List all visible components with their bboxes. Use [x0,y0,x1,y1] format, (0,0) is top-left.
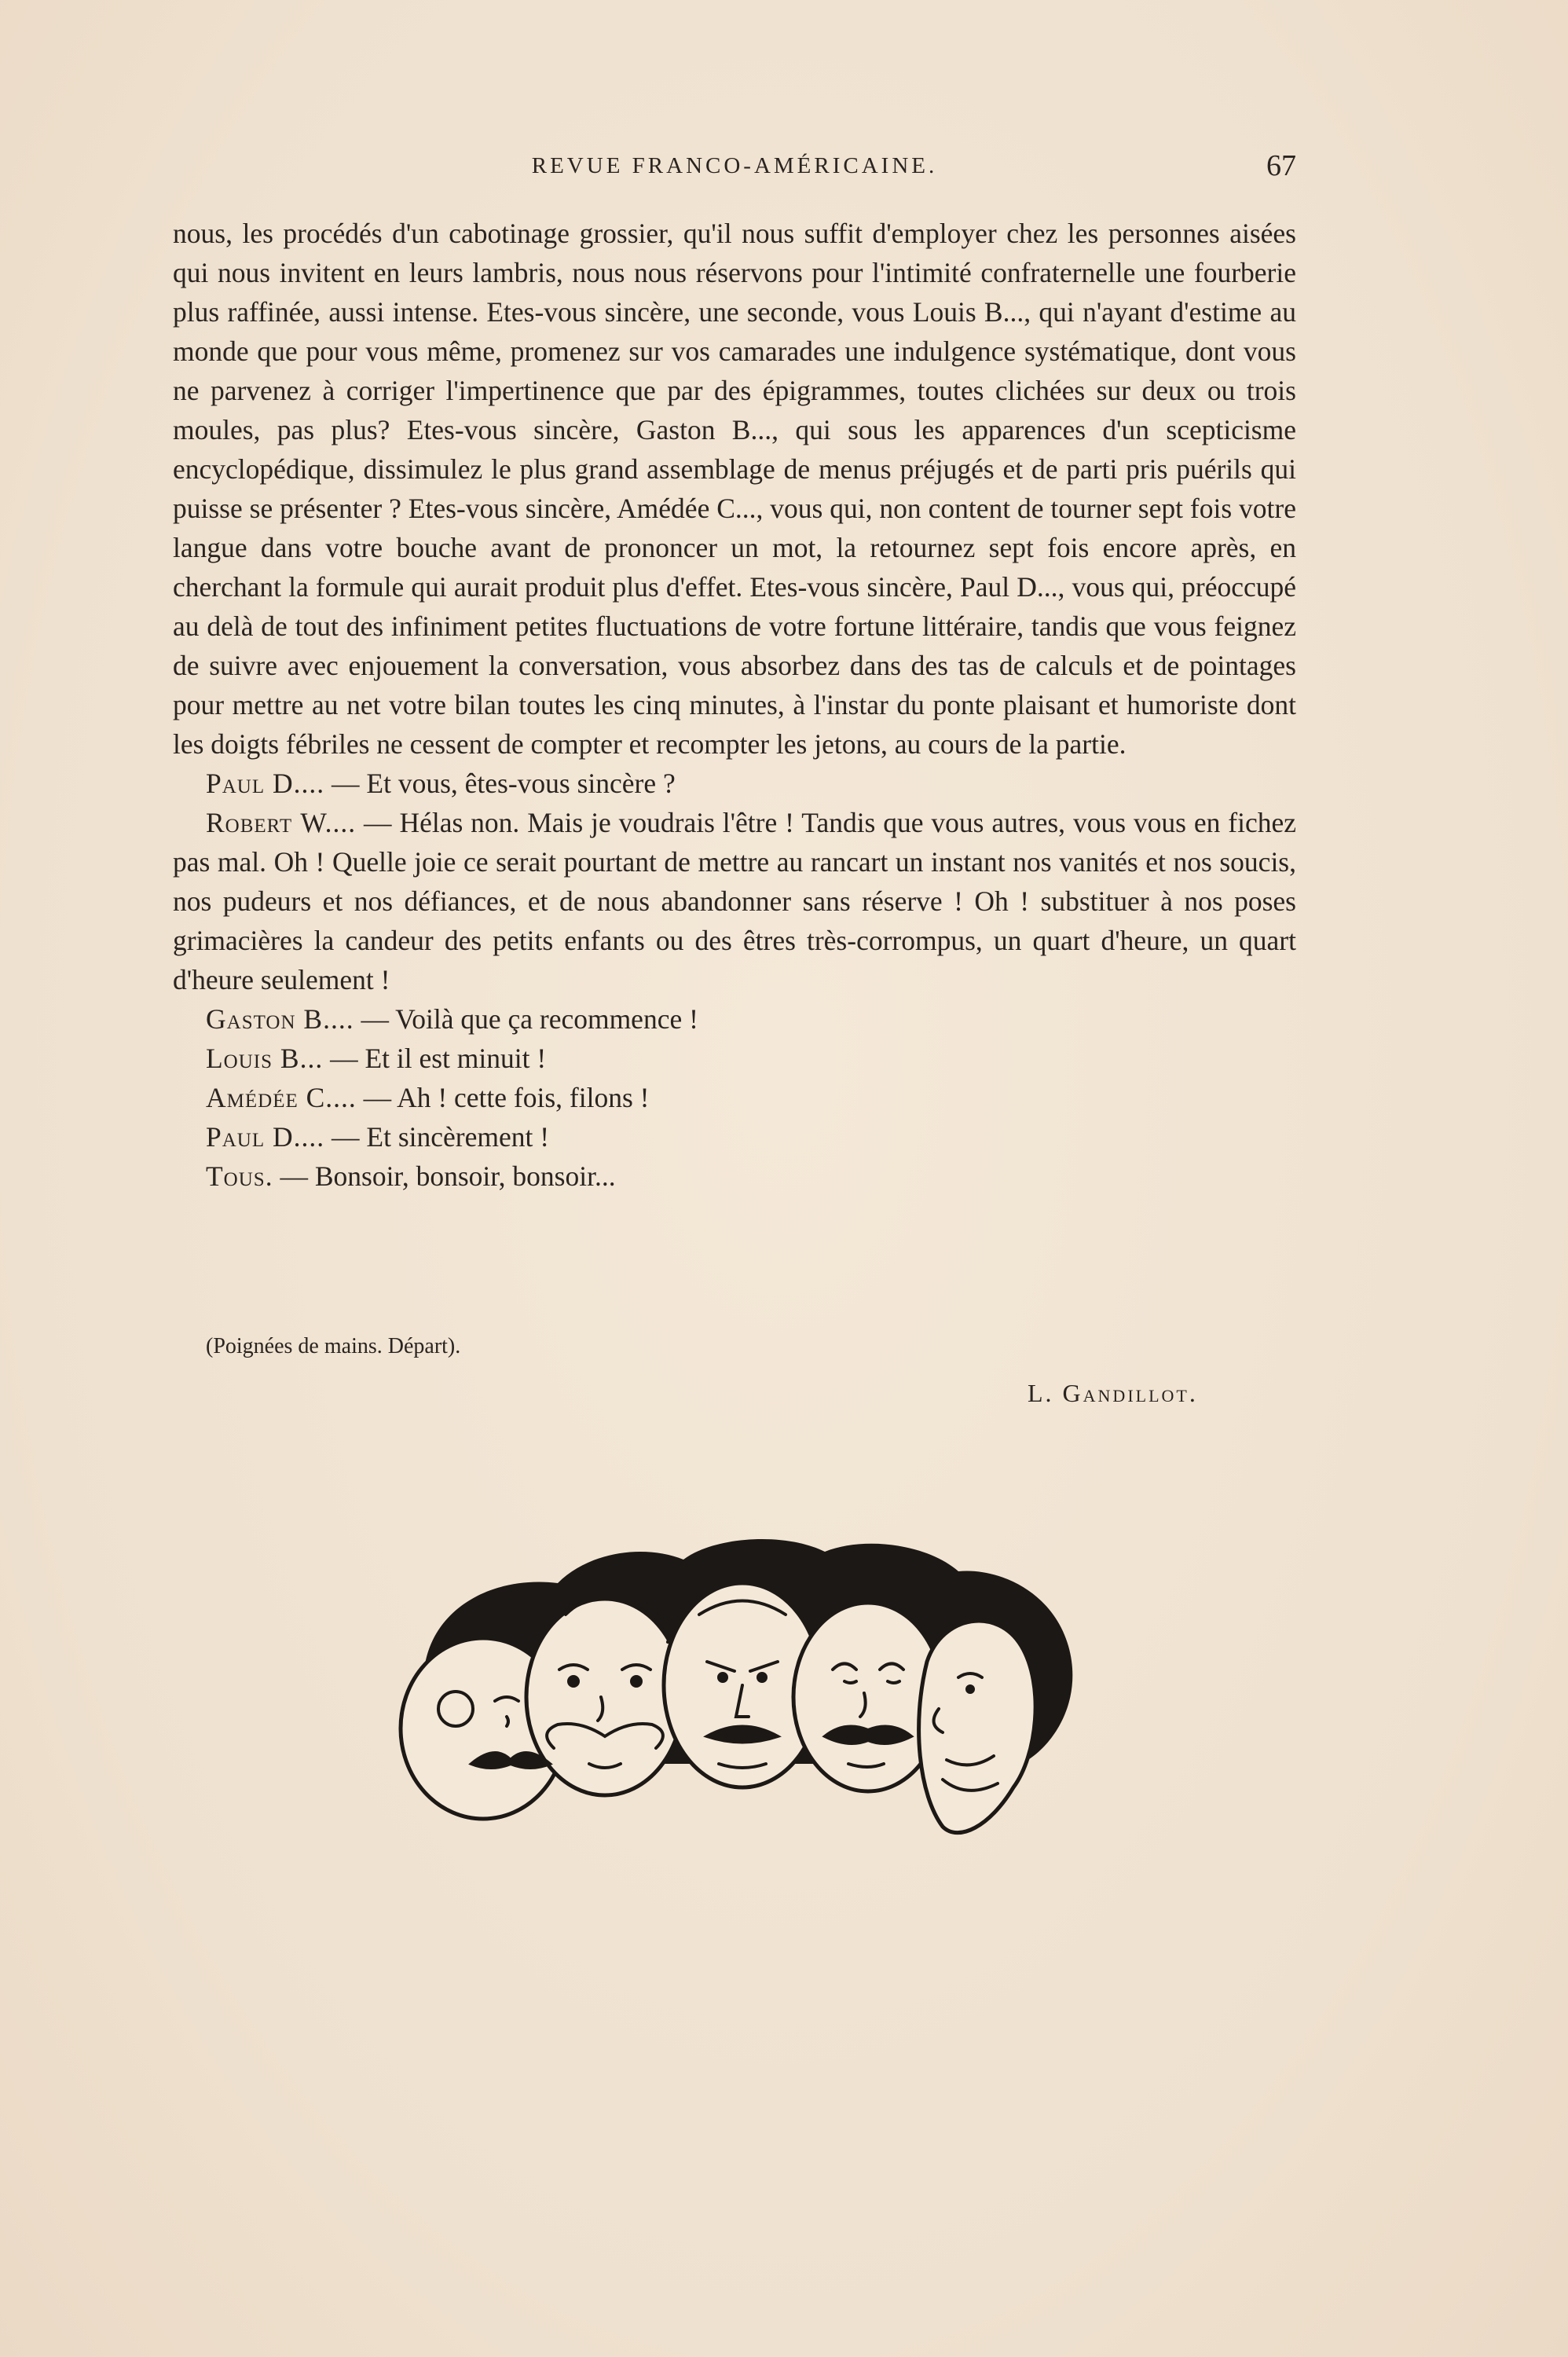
dialogue-text: — Et vous, êtes-vous sincère ? [332,768,676,799]
speaker-name: Robert W.... [206,807,357,838]
dialogue-text: — Et sincèrement ! [332,1121,550,1153]
dialogue-line [173,1157,1296,1196]
main-paragraph: nous, les procédés d'un cabotinage grossier, qu'il nous suffit d'employer chez les personnes aisées qui nous invitent en leurs lambris, nous nous réservons pour l'intimité confraternelle une fourberie plus raffinée, aussi intense. Etes-vous sincère, une seconde, vous Louis B..., qui n'ayant d'estime au monde que pour vous même, promenez sur vos camarades une indulgence systématique, dont vous ne parvenez à corriger l'impertinence que par des épigrammes, toutes clichées sur deux ou trois moules, pas plus? Etes-vous sincère, Gaston B..., qui sous les apparences d'un scepticisme encyclopédique, dissimulez le plus grand assemblage de menus préjugés et de parti pris puérils qui puisse se présenter ? Etes-vous sincère, Amédée C..., vous qui, non content de tourner sept fois votre langue dans votre bouche avant de prononcer un mot, la retournez sept fois encore après, en cherchant la formule qui aurait produit plus d'effet. Etes-vous sincère, Paul D..., vous qui, préoccupé au delà de tout des infiniment petites fluctuations de votre fortune littéraire, tandis que vous feignez de suivre avec enjouement la conversation, vous absorbez dans des tas de calculs et de pointages pour mettre au net votre bilan toutes les cinq minutes, à l'instar du ponte plaisant et humoriste dont les doigts fébriles ne cessent de compter et recompter les jetons, au cours de la partie. [173,218,1296,760]
dialogue-line [173,803,1296,999]
speaker-name: Gaston B.... [206,1003,354,1035]
page-number: 67 [1266,149,1296,182]
speaker-name: Louis B... [206,1043,324,1074]
running-title: REVUE FRANCO-AMÉRICAINE. [531,153,938,178]
dialogue-text: — Hélas non. Mais je voudrais l'être ! Tandis que vous autres, vous vous en fichez pas mal. Oh ! Quelle joie ce serait pourtant de mettre au rancart un instant nos vanités et nos soucis, nos pudeurs et nos défiances, et de nous abandonner sans réserve ! Oh ! substituer à nos poses grimacières la candeur des petits enfants ou des êtres très-corrompus, un quart d'heure, un quart d'heure seulement ! [173,807,1296,995]
dialogue-line [173,1078,1296,1117]
dialogue-text: — Voilà que ça recommence ! [361,1003,698,1035]
dialogue-text: — Et il est minuit ! [330,1043,547,1074]
speaker-name: Paul D.... [206,768,325,799]
caricature-faces-illustration [377,1528,1131,1850]
dialogue-line [173,1039,1296,1078]
dialogue-line [173,999,1296,1039]
speaker-name: Tous. [206,1160,273,1192]
running-header [173,149,1296,192]
dialogue-line [173,1117,1296,1157]
stage-direction: (Poignées de mains. Départ). [206,1334,461,1358]
body-text [173,214,1296,1196]
speaker-name: Paul D.... [206,1121,325,1153]
face-2 [526,1599,683,1795]
speaker-name: Amédée C.... [206,1082,357,1113]
dialogue-line [173,764,1296,803]
dialogue-text: — Bonsoir, bonsoir, bonsoir... [280,1160,616,1192]
dialogue-text: — Ah ! cette fois, filons ! [363,1082,650,1113]
monocle [438,1692,473,1726]
author-signature: L. Gandillot. [1028,1379,1198,1407]
